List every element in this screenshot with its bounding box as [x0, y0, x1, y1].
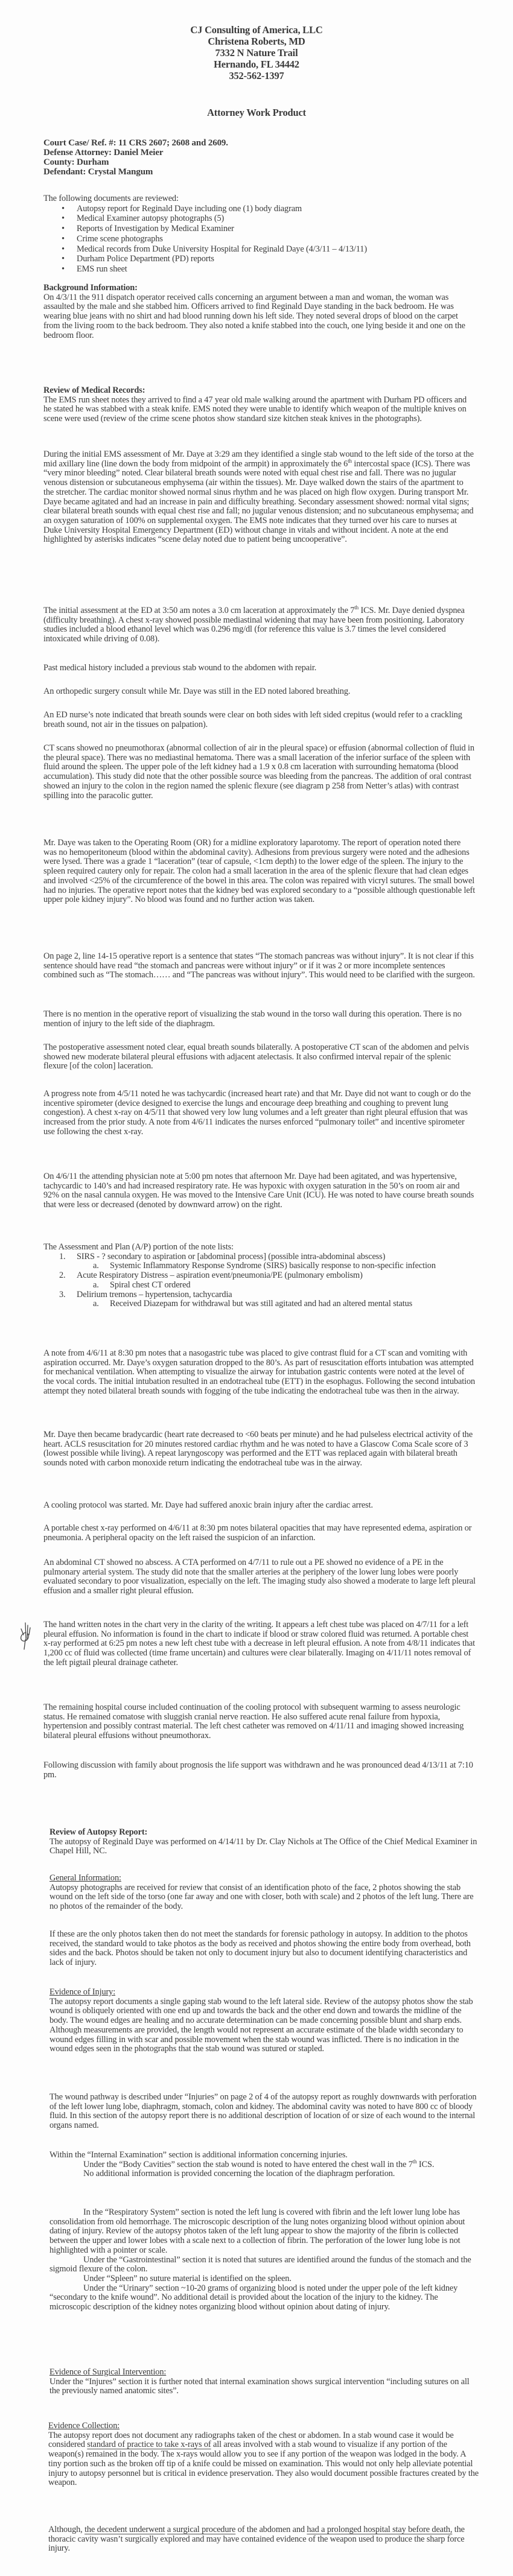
surgical-text: Under the “Injures” section it is further noted that internal examination shows surgical intervention “including sutures on all the previously named anatomic sites”. — [49, 2376, 470, 2396]
documents-list — [43, 205, 476, 274]
cooling-protocol-paragraph: A cooling protocol was started. Mr. Daye had suffered anoxic brain injury after the cardiac arrest. — [43, 1500, 373, 1510]
medical-records-heading: Review of Medical Records: — [43, 385, 145, 395]
handwritten-underline-text: standard of practice to take x-rays of — [87, 2440, 211, 2450]
address-line-1: 7332 N Nature Trail — [215, 47, 298, 59]
company-name: CJ Consulting of America, LLC — [190, 24, 323, 36]
past-history-paragraph: Past medical history included a previous stab wound to the abdomen with repair. — [43, 663, 317, 673]
ap-sub-text: Systemic Inflammatory Response Syndrome (SIRS) basically response to non-specific infection — [110, 1261, 436, 1271]
handwritten-underline-text: had a prolonged hospital stay before death, — [307, 2525, 453, 2534]
ap-number: 1. — [59, 1251, 66, 1261]
court-case-ref: Court Case/ Ref. #: 11 CRS 2607; 2608 and 2609. — [43, 138, 228, 148]
letterhead — [0, 24, 513, 81]
surgical-heading: Evidence of Surgical Intervention: — [49, 2367, 167, 2377]
photo-standards-paragraph: If these are the only photos taken then do not meet the standards for forensic pathology in autopsy. In addition to the photos received, the standard would to take photos as the body as received and photos showing the entire body from overhead, both sides and the back. Photos should be taken not only to document injury but also to document identifying characteristics and lack of injury. — [49, 1929, 471, 1968]
collection-heading: Evidence Collection: — [48, 2421, 120, 2431]
operative-report-paragraph: On page 2, line 14-15 operative report is a sentence that states “The stomach pancreas was without injury”. It is not clear if this sentence should have read “the stomach and pancreas were without injury” or if it was 2 or more incomplete sentences combined such as “The stomach…… and “The pancreas was without injury”. This would need to be clarified with the surgeon. — [43, 951, 475, 980]
general-info-section — [49, 1874, 478, 1912]
text: of the abdomen and — [235, 2525, 307, 2534]
ap-subitem — [43, 1299, 476, 1309]
general-info-heading: General Information: — [49, 1873, 121, 1883]
superscript: th — [348, 457, 352, 464]
ap-list — [43, 1252, 476, 1309]
ed-assessment-paragraph — [43, 606, 476, 644]
text: ICS. — [416, 2159, 435, 2169]
nasogastric-paragraph: A note from 4/6/11 at 8:30 pm notes that a nasogastric tube was placed to give contrast fluid for a CT scan and vomiting with aspiration occurred. Mr. Daye’s oxygen saturation dropped to the 80’s. As part of resuscitation efforts intubation was attempted for mechanical ventilation. When attempting to visualize the airway for intubation gastric contents were noted at the level of the vocal cords. The initial intubation resulted in an endotracheal tube (ETT) in the esophagus. Following the second intubation attempt they noted bilateral breath sounds with fogging of the tube indicating the endotracheal tube was then in the airway. — [43, 1348, 476, 1396]
superscript: th — [354, 604, 358, 611]
handwritten-underline-text: a surgical procedure — [167, 2525, 236, 2534]
remaining-course-paragraph: The remaining hospital course included continuation of the cooling protocol with subsequent warming to assess neurologic status. He remained comatose with sluggish cranial nerve reaction. He also suffered acute renal failure from hypoxia, hypertension and possibly contrast material. The left chest catheter was removed on 4/11/11 and imaging showed increasing bilateral pleural effusions without pneumothorax. — [43, 1702, 464, 1741]
ct-scan-paragraph: CT scans showed no pneumothorax (abnormal collection of air in the pleural space) or effusion (abnormal collection of fluid in the pleural space). There was no mediastinal hematoma. There was a small laceration of the inferior surface of the spleen with fluid around the spleen. The upper pole of the left kidney had a 1.9 x 0.8 cm laceration with surrounding hematoma (blood accumulation). This study did note that the other possible source was bleeding from the pancreas. The addition of oral contrast showed an injury to the colon in the region named the splenic flexure (see diagram p 258 from Netter’s atlas) with contrast spilling into the paracolic gutter. — [43, 743, 474, 801]
phone-number: 352-562-1397 — [229, 70, 284, 81]
handwritten-notes-paragraph: The hand written notes in the chart very in the clarity of the writing. It appears a left chest tube was placed on 4/7/11 for a left pleural effusion. No information is found in the chart to indicate if blood or straw colored fluid was returned. A portable chest x-ray performed at 6:25 pm notes a new left chest tube with a decrease in left pleural effusion. A note from 4/8/11 indicates that 1,200 cc of fluid was collected (time frame uncertain) and cultures were clear bilaterally. Imaging on 4/11/11 notes removal of the left pigtail pleural drainage catheter. — [43, 1620, 475, 1667]
background-text: On 4/3/11 the 911 dispatch operator received calls concerning an argument between a man and woman, the woman was assaulted by the male and she stabbed him. Officers arrived to find Reginald Daye standing in the back bedroom. He was wearing blue jeans with no shirt and had blood running down his left side. They noted several drops of blood on the carpet from the living room to the back bedroom. They also noted a knife stabbed into the couch, one lying beside it and one on the bedroom floor. — [43, 292, 465, 340]
text: The autopsy report does not document any radiographs taken of the chest or abdomen. In a stab wound case it would be considered — [48, 2430, 454, 2450]
progress-note-paragraph: A progress note from 4/5/11 noted he was tachycardic (increased heart rate) and that Mr. Daye did not want to cough or do the incentive spirometer (device designed to exercise the lungs and encourage deep breathing and coughing to prevent lung congestion). A chest x-ray on 4/5/11 that showed very low lung volumes and a left greater than right pleural effusion that was increased from the prior study. A note from 4/6/11 indicates the nurses enforced “pulmonary toilet” and incentive spirometer use following the chest x-ray. — [43, 1089, 471, 1137]
ap-item — [43, 1271, 476, 1281]
handwritten-initials-icon — [18, 1622, 33, 1652]
ap-number: 3. — [59, 1289, 66, 1299]
text: all areas involved with a stab wound to visualize if any portion of the weapon(s) remained in the body. The x-rays would allow you to see if any portion of the weapon was lodged in the body. A tiny portion such as the broken off tip of a knife could be missed on examination. This would not only help alleviate potential injury to autopsy personnel but is critical in evidence preservation. They also would document possible fractures created by the weapon. — [48, 2440, 479, 2488]
ap-subitem — [43, 1261, 476, 1271]
medical-records-section — [43, 386, 476, 424]
evidence-of-injury-section — [49, 1988, 478, 2054]
body-cavities-text — [49, 2160, 478, 2170]
collection-conclusion-paragraph — [48, 2525, 480, 2554]
spleen-text: Under “Spleen” no suture material is identified on the spleen. — [83, 2273, 292, 2283]
defense-attorney: Defense Attorney: Daniel Meier — [43, 148, 164, 157]
author-name: Christena Roberts, MD — [208, 36, 305, 47]
text: ICS. Mr. Daye denied dyspnea (difficulty breathing). A chest x-ray showed possible mediastinal widening that may have been from positioning. Laboratory studies included a blood ethanol level which was 0.296 mg/dl (for reference this value is 3.7 times the level considered intoxicated while driving of 0.08). — [43, 606, 465, 644]
injury-paragraph: The autopsy report documents a single gaping stab wound to the left lateral side. Review of the autopsy photos show the stab wound is obliquely oriented with one end up and towards the back and the other end down and towards the midline of the body. The wound edges are healing and no accurate determination can be made concerning possible blunt and sharp ends. Although measurements are provided, the length would not represent an accurate estimate of the blade width secondary to wound edges filling in with scar and possible movement when the stab wound was inflicted. There is no indication in the wound edges seen in the photographs that the stab wound was sutured or stapled. — [49, 1996, 473, 2054]
defendant: Defendant: Crystal Mangum — [43, 167, 153, 177]
ap-item — [43, 1252, 476, 1262]
documents-intro: The following documents are reviewed: — [43, 194, 179, 203]
superscript: th — [412, 2158, 417, 2165]
text: During the initial EMS assessment of Mr. Daye at 3:29 am they identified a single stab wound to the left side of the torso at the mid axillary line (line down the body from midpoint of the armpit) in approximately the 6 — [43, 449, 474, 469]
abdominal-ct-paragraph: An abdominal CT showed no abscess. A CTA performed on 4/7/11 to rule out a PE showed no evidence of a PE in the pulmonary arterial system. The study did note that the smaller arteries at the periphery of the lower lung lobes were poorly evaluated secondary to poor visualization, especially on the left. The imaging study also showed a moderate to large left pleural effusion and a smaller right pleural effusion. — [43, 1558, 476, 1596]
wound-pathway-paragraph: The wound pathway is described under “Injuries” on page 2 of 4 of the autopsy report as roughly downwards with perforation of the left lower lung lobe, diaphragm, stomach, colon and kidney. The abdominal cavity was noted to have 800 cc of bloody fluid. In this section of the autopsy report there is no additional description of location of or size of each wound to the internal organs named. — [49, 2092, 477, 2131]
death-paragraph: Following discussion with family about prognosis the life support was withdrawn and he was pronounced dead 4/13/11 at 7:10 pm. — [43, 1760, 473, 1780]
text: intercostal space (ICS). There was “very minor bleeding” noted. Clear bilateral breath sounds were noted with equal chest rise and fall. There was no jugular venous distension or subcutaneous emphysema (air within the tissues). Mr. Daye walked down the stairs of the apartment to the stretcher. The cardiac monitor showed normal sinus rhythm and he was placed on high flow oxygen. During transport Mr. Daye became agitated and had an increase in pain and difficulty breathing. Secondary assessment showed: normal vital signs; clear bilateral breath sounds with equal chest rise and fall; no jugular venous distension; and no subcutaneous emphysema; and an oxygen saturation of 100% on supplemental oxygen. The EMS note indicates that they turned over his care to nurses at Duke University Hospital Emergency Department (ED) without change in vitals and without incident. A note at the end highlighted by asterisks indicates “scene delay noted due to patient being uncooperative”. — [43, 458, 474, 545]
general-info-paragraph: Autopsy photographs are received for review that consist of an identification photo of the face, 2 photos showing the stab wound on the left side of the torso (one far away and one with closer, both with scale) and 2 photos of the left lung. There are no photos of the remainder of the body. — [49, 1882, 474, 1912]
ap-text: Delirium tremons – hypertension, tachycardia — [77, 1289, 232, 1299]
gastrointestinal-text: Under the “Gastrointestinal” section it is noted that sutures are identified around the fundus of the stomach and the sigmoid flexure of the colon. — [49, 2254, 471, 2274]
text: the thoracic cavity wasn’t surgically explored and may have contained evidence of the weapon used to produce the sharp force injury. — [48, 2525, 465, 2554]
internal-exam-section — [49, 2151, 478, 2179]
internal-findings — [49, 2208, 478, 2312]
operating-room-paragraph: Mr. Daye was taken to the Operating Room (OR) for a midline exploratory laparotomy. The report of operation noted there was no hemoperitoneum (blood within the abdominal cavity). Adhesions from previous surgery were noted and the adhesions were lysed. There was a grade 1 “laceration” (tear of capsule, <1cm depth) to the lower edge of the spleen. The injury to the spleen required cautery only for repair. The colon had a small laceration in the area of the splenic flexure that had clean edges and involved <25% of the circumference of the bowel in this area. The colon was repaired with vicryl sutures. The small bowel had no injuries. The operative report notes that the kidney bed was explored secondary to a “possible although questionable left upper pole kidney injury”. No blood was found and no further action was taken. — [43, 838, 476, 905]
ap-text: SIRS - ? secondary to aspiration or [abdominal process] (possible intra-abdominal abscess) — [77, 1251, 386, 1261]
attending-note-paragraph: On 4/6/11 the attending physician note at 5:00 pm notes that afternoon Mr. Daye had been agitated, and was hypertensive, tachycardic to 140’s and had increased respiratory rate. He was hypoxic with oxygen saturation in the 50’s on room air and 92% on the nasal cannula oxygen. He was moved to the Intensive Care Unit (ICU). He was noted to have course breath sounds that were less or decreased (denoted by downward arrow) on the right. — [43, 1172, 474, 1210]
case-info — [43, 138, 476, 177]
text: The initial assessment at the ED at 3:50 am notes a 3.0 cm laceration at approximately the 7 — [43, 606, 355, 615]
document-item: • Crime scene photographs — [43, 235, 476, 244]
document-item: • Durham Police Department (PD) reports — [43, 255, 476, 264]
ap-sub-text: Received Diazepam for withdrawal but was still agitated and had an altered mental status — [110, 1299, 413, 1309]
ap-text: Acute Respiratory Distress – aspiration event/pneumonia/PE (pulmonary embolism) — [77, 1271, 363, 1281]
autopsy-intro: The autopsy of Reginald Daye was performed on 4/14/11 by Dr. Clay Nichols at The Office of the Chief Medical Examiner in Chapel Hill, NC. — [49, 1836, 477, 1856]
address-line-2: Hernando, FL 34442 — [214, 59, 299, 70]
ap-sub-text: Spiral chest CT ordered — [110, 1280, 191, 1290]
document-item: • Autopsy report for Reginald Daye including one (1) body diagram — [43, 205, 476, 214]
respiratory-text: In the “Respiratory System” section is noted the left lung is covered with fibrin and the left lower lung lobe has consolidation from old hemorrhage. The microscopic description of the lung notes organizing blood without opinion about dating of injury. Review of the autopsy photos taken of the left lung appear to show the majority of the fibrin is collected between the upper and lower lobes with a scale next to a collection of fibrin. The perforation of the lower lung lobe is not highlighted with a pointer or scale. — [49, 2207, 465, 2255]
no-mention-paragraph: There is no mention in the operative report of visualizing the stab wound in the torso wall during this operation. There is no mention of injury to the left side of the diaphragm. — [43, 1009, 462, 1029]
ap-sub-letter: a. — [93, 1299, 99, 1309]
ap-subitem — [43, 1281, 476, 1290]
handwritten-underline-text: the decedent underwent — [84, 2525, 165, 2534]
document-item: • Medical Examiner autopsy photographs (5) — [43, 214, 476, 224]
ap-intro: The Assessment and Plan (A/P) portion of the note lists: — [43, 1242, 234, 1252]
ap-sub-letter: a. — [93, 1261, 99, 1271]
urinary-text: Under the “Urinary” section ~10-20 grams of organizing blood is noted under the upper pole of the left kidney “secondary to the knife wound”. No additional detail is provided about the location of the injury to the kidney. The microscopic description of the kidney notes organizing blood without opinion about dating of injury. — [49, 2283, 458, 2312]
portable-xray-paragraph: A portable chest x-ray performed on 4/6/11 at 8:30 pm notes bilateral opacities that may have represented edema, aspiration or pneumonia. A peripheral opacity on the left raised the suspicion of an infarction. — [43, 1523, 472, 1543]
evidence-collection-section — [48, 2422, 480, 2488]
diaphragm-text: No additional information is provided concerning the location of the diaphragm perforation. — [83, 2169, 395, 2179]
background-section — [43, 284, 476, 340]
ap-sub-letter: a. — [93, 1280, 99, 1290]
document-title: Attorney Work Product — [207, 107, 306, 118]
document-item: • Medical records from Duke University Hospital for Reginald Daye (4/3/11 – 4/13/11) — [43, 245, 476, 255]
assessment-plan — [43, 1243, 476, 1309]
ed-nurse-paragraph: An ED nurse’s note indicated that breath sounds were clear on both sides with left sided crepitus (would refer to a crackling breath sound, not air in the tissues on palpation). — [43, 710, 462, 729]
autopsy-section — [49, 1828, 478, 1856]
collection-paragraph — [48, 2431, 480, 2488]
county: County: Durham — [43, 157, 109, 167]
ems-paragraph: The EMS run sheet notes they arrived to find a 47 year old male walking around the apartment with Durham PD officers and he stated he was stabbed with a steak knife. EMS noted they were unable to identify which weapon of the multiple knives on scene were used (review of the crime scene photos show standard size kitchen steak knives in the photographs). — [43, 395, 467, 424]
surgical-intervention-section — [49, 2368, 478, 2396]
background-heading: Background Information: — [43, 283, 138, 293]
internal-exam-intro: Within the “Internal Examination” section is additional information concerning injuries. — [49, 2150, 348, 2160]
bradycardic-paragraph: Mr. Daye then became bradycardic (heart rate decreased to <60 beats per minute) and he had pulseless electrical activity of the heart. ACLS resuscitation for 20 minutes restored cardiac rhythm and he was noted to have a Glascow Coma Scale score of 3 (lowest possible while living). A repeat laryngoscopy was performed and the ETT was replaced again with bilateral breath sounds noted with carbon monoxide return indicating the endotracheal tube was in the airway. — [43, 1430, 473, 1468]
postoperative-paragraph: The postoperative assessment noted clear, equal breath sounds bilaterally. A postoperative CT scan of the abdomen and pelvis showed new moderate bilateral pleural effusions with adjacent atelectasis. It also confirmed interval repair of the splenic flexure [of the colon] laceration. — [43, 1042, 469, 1071]
injury-heading: Evidence of Injury: — [49, 1987, 116, 1997]
ortho-consult-paragraph: An orthopedic surgery consult while Mr. Daye was still in the ED noted labored breathing. — [43, 687, 351, 696]
document-item: • EMS run sheet — [43, 265, 476, 274]
text: Although, — [48, 2525, 85, 2534]
ap-number: 2. — [59, 1271, 66, 1281]
autopsy-heading: Review of Autopsy Report: — [49, 1827, 148, 1837]
text: Under the “Body Cavities” section the stab wound is noted to have entered the chest wall in the 7 — [83, 2159, 413, 2169]
ems-assessment-paragraph — [43, 450, 476, 545]
ap-item — [43, 1290, 476, 1300]
documents-reviewed — [43, 194, 476, 274]
document-item: • Reports of Investigation by Medical Examiner — [43, 224, 476, 234]
